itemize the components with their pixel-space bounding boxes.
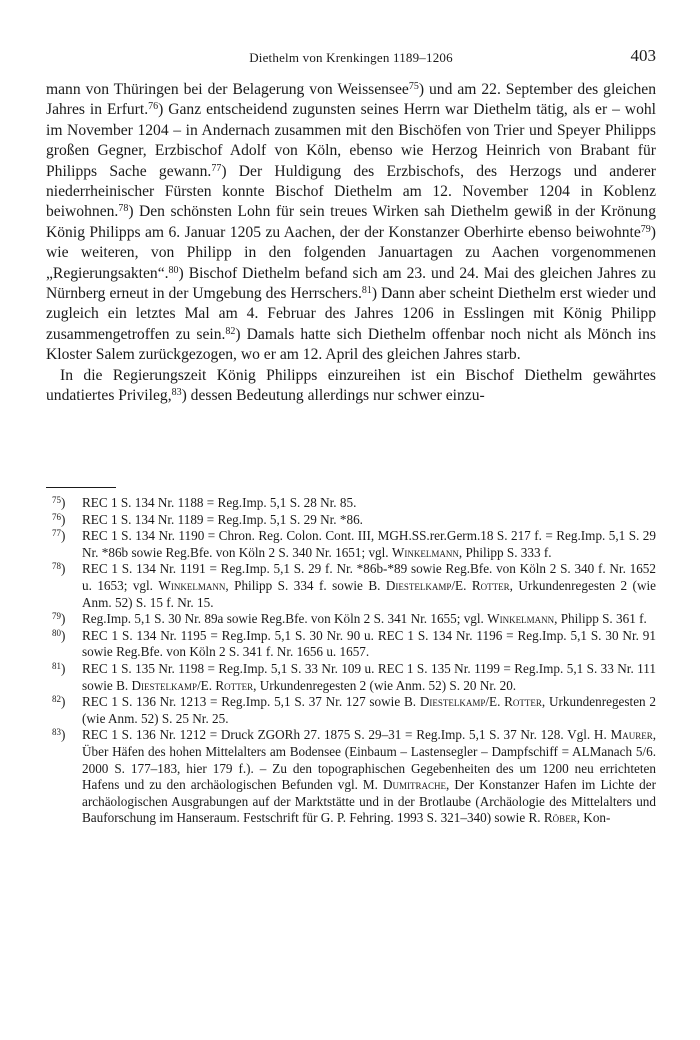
- footnote-reference: 80: [168, 264, 179, 276]
- author-name: Diestelkamp: [385, 577, 452, 593]
- footnote-75: [46, 495, 656, 512]
- footnote-number-value: 75: [52, 495, 61, 505]
- text-run: ) Damals hatte sich Diethelm offenbar noch nicht als Mönch ins Kloster Salem zurückgezogen, wo er am 12. April des gleichen Jahres starb.: [46, 325, 656, 364]
- footnote-text: REC 1 S. 136 Nr. 1213 = Reg.Imp. 5,1 S. 37 Nr. 127 sowie B.: [82, 694, 420, 710]
- footnote-text: /E.: [451, 577, 472, 593]
- author-name: Winkelmann: [158, 577, 226, 593]
- footnote-82: [46, 694, 656, 727]
- footnote-number: $^{80}$): [52, 627, 66, 643]
- text-run: ) Ganz entscheidend zugunsten seines Herrn war Diethelm tätig, als er – wohl im November 1204 – in Andernach zusammen mit den Bischöfen von Trier und Speyer Philipps großen Gegner, Erzbischof Adolf von Köln, ebenso wie Herzog Heinrich von Brabant für Philipps Sache gewann.: [46, 101, 656, 180]
- footnote-number: $^{76}$): [52, 511, 66, 527]
- page-header: [46, 46, 656, 66]
- footnotes: [46, 495, 656, 827]
- text-run: ) Der Huldigung des Erzbischofs, des Herzogs und anderer niederrheinischer Fürsten konnte Bischof Diethelm am 12. November 1204 in Koblenz beiwohnen.: [46, 162, 656, 221]
- footnote-number-value: 79: [52, 611, 61, 622]
- footnote-text: REC 1 S. 134 Nr. 1189 = Reg.Imp. 5,1 S. 29 Nr. *86.: [82, 511, 363, 527]
- footnote-80: [46, 628, 656, 661]
- footnote-text: REC 1 S. 135 Nr. 1198 = Reg.Imp. 5,1 S. 33 Nr. 109 u. REC 1 S. 135 Nr. 1199 = Reg.Imp. 5,1 S. 33 Nr. 111 sowie B.: [82, 660, 656, 693]
- footnote-number: $^{75}$): [52, 495, 66, 510]
- page-number: 403: [630, 46, 656, 65]
- footnote-78: [46, 561, 656, 611]
- footnote-number: $^{81}$): [52, 660, 66, 676]
- author-name: Rotter: [504, 694, 542, 710]
- footnote-number-value: 76: [52, 511, 61, 522]
- author-name: Rotter: [471, 577, 510, 593]
- footnote-number-value: 82: [52, 694, 61, 705]
- footnote-number: $^{82}$): [52, 694, 66, 710]
- author-name: Winkelmann: [487, 611, 555, 627]
- footnote-reference: 75: [408, 81, 419, 92]
- main-text: [46, 80, 656, 407]
- footnote-text: , Philipp S. 361 f.: [554, 611, 647, 627]
- footnote-number: $^{83}$): [52, 727, 66, 743]
- footnote-83: [46, 727, 656, 827]
- footnote-81: [46, 661, 656, 694]
- footnote-text: REC 1 S. 134 Nr. 1190 = Chron. Reg. Colon. Cont. III, MGH.SS.rer.Germ.18 S. 217 f. = Reg.Imp. 5,1 S. 29 Nr. *86b sowie Reg.Bfe. von Köln 2 S. 340 Nr. 1651; vgl.: [82, 528, 656, 560]
- footnote-text: , Philipp S. 334 f. sowie B.: [225, 577, 386, 593]
- text-run: ) Den schönsten Lohn für sein treues Wirken sah Diethelm gewiß in der Krönung König Philipps am 6. Januar 1205 zu Aachen, der der Konstanzer Oberhirte ebenso beiwohnte: [46, 203, 656, 241]
- footnote-number: $^{79}$): [52, 611, 66, 627]
- running-head: Diethelm von Krenkingen 1189–1206: [249, 50, 453, 65]
- text-run: In die Regierungszeit König Philipps einzureihen ist ein Bischof Diethelm gewährtes undatiertes Privileg,: [46, 366, 656, 405]
- footnote-text: Reg.Imp. 5,1 S. 30 Nr. 89a sowie Reg.Bfe. von Köln 2 S. 341 Nr. 1655; vgl.: [82, 611, 488, 627]
- footnote-reference: 82: [225, 325, 236, 337]
- author-name: Diestelkamp: [419, 694, 486, 710]
- footnote-text: REC 1 S. 136 Nr. 1212 = Druck ZGORh 27. 1875 S. 29–31 = Reg.Imp. 5,1 S. 37 Nr. 128. Vgl. H.: [82, 727, 611, 743]
- footnote-number-value: 81: [52, 660, 61, 671]
- text-run: mann von Thüringen bei der Belagerung von Weissensee: [46, 81, 409, 98]
- footnote-text: REC 1 S. 134 Nr. 1188 = Reg.Imp. 5,1 S. 28 Nr. 85.: [82, 495, 357, 510]
- footnote-reference: 79: [640, 223, 651, 235]
- author-name: Dumitrache: [383, 777, 447, 793]
- footnote-text: REC 1 S. 134 Nr. 1191 = Reg.Imp. 5,1 S. 29 f. Nr. *86b-*89 sowie Reg.Bfe. von Köln 2 S. 340 f. Nr. 1652 u. 1653; vgl.: [82, 561, 656, 593]
- footnote-number-value: 78: [52, 561, 61, 572]
- footnote-number-value: 83: [52, 727, 61, 738]
- footnote-text: , Über Häfen des hohen Mittelalters am Bodensee (Einbaum – Lastensegler – Dampfschiff = ALManach 5/6. 2000 S. 177–183, hier 179 f.). – Zu den topographischen Gegebenheiten des um 1200 neu errichteten Hafens und zu den archäologischen Befunden vgl. M.: [82, 727, 656, 793]
- footnote-76: [46, 512, 656, 529]
- footnote-number-value: 77: [52, 528, 61, 539]
- author-name: Diestelkamp: [131, 677, 197, 693]
- paragraph: [46, 366, 656, 407]
- text-run: ) Bischof Diethelm befand sich am 23. und 24. Mai des gleichen Jahres zu Nürnberg erneut in der Umgebung des Herrschers.: [46, 264, 656, 303]
- footnote-reference: 83: [171, 387, 182, 399]
- footnote-text: , Philipp S. 333 f.: [458, 544, 552, 560]
- footnote-text: , Urkundenregesten 2 (wie Anm. 52) S. 20 Nr. 20.: [253, 677, 517, 693]
- text-run: ) und am 22. September des gleichen Jahres in Erfurt.: [46, 81, 656, 119]
- footnote-77: [46, 528, 656, 561]
- footnote-text: , Der Konstanzer Hafen im Lichte der archäologischen Ausgrabungen auf der Marktstätte und in der Brotlaube (Archäologie des Mittelalters und Bauforschung im Hanseraum. Festschrift für G. P. Fehring. 1993 S. 321–340) sowie R.: [82, 777, 656, 826]
- text-run: ) dessen Bedeutung allerdings nur schwer einzu-: [181, 387, 485, 405]
- footnote-reference: 78: [118, 203, 129, 215]
- text-run: ) Dann aber scheint Diethelm erst wieder und zugleich ein letztes Mal am 4. Februar des Jahres 1206 in Esslingen mit König Philipp zusammengetroffen zu sein.: [46, 285, 656, 343]
- footnote-reference: 77: [211, 162, 222, 174]
- footnote-text: REC 1 S. 134 Nr. 1195 = Reg.Imp. 5,1 S. 30 Nr. 90 u. REC 1 S. 134 Nr. 1196 = Reg.Imp. 5,1 S. 30 Nr. 91 sowie Reg.Bfe. von Köln 2 S. 341 f. Nr. 1656 u. 1657.: [82, 627, 656, 660]
- author-name: Maurer: [610, 727, 653, 743]
- footnote-separator: [46, 487, 116, 488]
- footnote-text: , Kon-: [576, 810, 611, 826]
- paragraph: [46, 80, 656, 366]
- author-name: Rotter: [215, 677, 254, 693]
- footnote-text: , Urkundenregesten 2 (wie Anm. 52) S. 25 Nr. 25.: [82, 694, 656, 726]
- text-run: ) wie weiteren, von Philipp in den folgenden Januartagen zu Aachen vorgenommenen „Regierungsakten“.: [46, 223, 656, 282]
- footnote-number-value: 80: [52, 627, 61, 638]
- footnote-79: [46, 611, 656, 628]
- author-name: Röber: [543, 810, 577, 826]
- footnote-number: $^{78}$): [52, 561, 66, 577]
- author-name: Winkelmann: [391, 544, 459, 560]
- footnote-text: /E.: [196, 677, 216, 693]
- footnote-text: , Urkundenregesten 2 (wie Anm. 52) S. 15 f. Nr. 15.: [82, 577, 656, 610]
- footnote-reference: 81: [361, 285, 372, 297]
- footnote-reference: 76: [148, 101, 159, 113]
- footnote-text: /E.: [485, 694, 505, 710]
- footnote-number: $^{77}$): [52, 528, 66, 544]
